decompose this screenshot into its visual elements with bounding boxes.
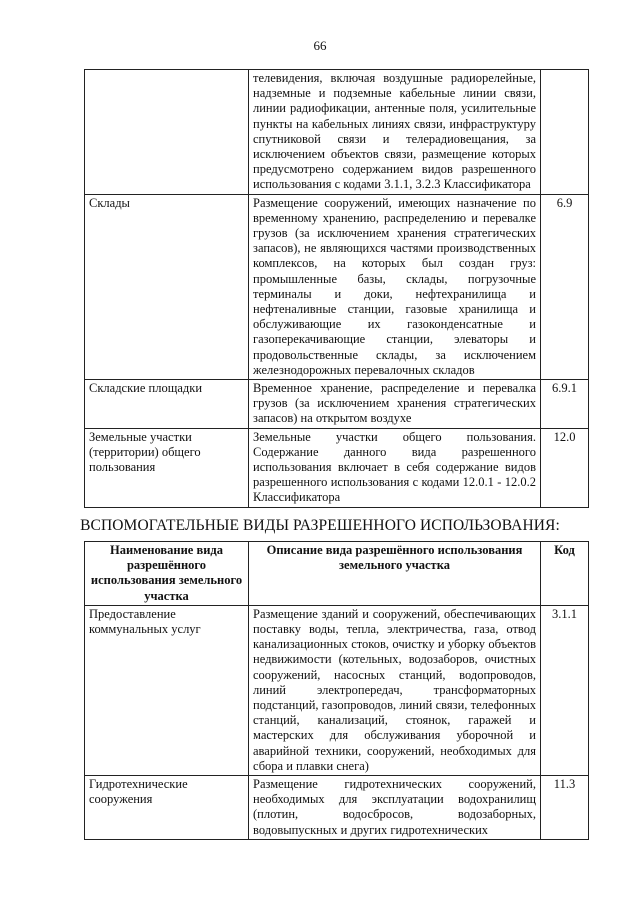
use-code-cell: 3.1.1 (541, 605, 589, 775)
use-name-cell (85, 70, 249, 195)
header-code: Код (541, 542, 589, 606)
use-description-cell: телевидения, включая воздушные радиорелейные, надземные и подземные кабельные линии связи, линии радиофикации, антенные поля, усилительные пункты на кабельных линиях связи, инфраструктуру спутниковой связи и телерадиовещания, за исключением объектов связи, размещение которых предусмотрено содержанием видов разрешенного использования с кодами 3.1.1, 3.2.3 Классификатора (249, 70, 541, 195)
use-name-cell: Предоставление коммунальных услуг (85, 605, 249, 775)
use-name-cell: Складские площадки (85, 380, 249, 429)
land-use-table-continued (84, 69, 589, 508)
use-description-cell: Размещение гидротехнических сооружений, необходимых для эксплуатации водохранилищ (плотин, водосбросов, водозаборных, водовыпускных и других гидротехнических (249, 776, 541, 840)
use-code-cell: 6.9.1 (541, 380, 589, 429)
header-description: Описание вида разрешённого использования земельного участка (249, 542, 541, 606)
page-number: 66 (313, 38, 327, 53)
table-row (85, 380, 589, 429)
use-code-cell (541, 70, 589, 195)
auxiliary-land-use-table (84, 541, 589, 840)
table-row (85, 605, 589, 775)
use-code-cell: 11.3 (541, 776, 589, 840)
use-code-cell: 12.0 (541, 428, 589, 507)
section-heading: ВСПОМОГАТЕЛЬНЫЕ ВИДЫ РАЗРЕШЕННОГО ИСПОЛЬЗОВАНИЯ: (80, 517, 560, 534)
use-name-cell: Гидротехнические сооружения (85, 776, 249, 840)
use-code-cell: 6.9 (541, 194, 589, 379)
use-description-cell: Размещение сооружений, имеющих назначение по временному хранению, распределению и перевалке грузов (за исключением хранения стратегических запасов), не являющихся частями производственных комплексов, на которых был создан груз: промышленные базы, склады, погрузочные терминалы и доки, нефтехранилища и нефтеналивные станции, газовые хранилища и обслуживающие их газоконденсатные и газоперекачивающие станции, элеваторы и продовольственные склады, за исключением железнодорожных перевалочных складов (249, 194, 541, 379)
table-row (85, 70, 589, 195)
table-row (85, 428, 589, 507)
use-name-cell: Склады (85, 194, 249, 379)
table-row (85, 194, 589, 379)
use-description-cell: Временное хранение, распределение и перевалка грузов (за исключением хранения стратегических запасов) на открытом воздухе (249, 380, 541, 429)
table-row (85, 776, 589, 840)
header-name: Наименование вида разрешённого использования земельного участка (85, 542, 249, 606)
use-name-cell: Земельные участки (территории) общего пользования (85, 428, 249, 507)
use-description-cell: Размещение зданий и сооружений, обеспечивающих поставку воды, тепла, электричества, газа, отвод канализационных стоков, очистку и уборку объектов недвижимости (котельных, водозаборов, очистных сооружений, насосных станций, водопроводов, линий электропередач, трансформаторных подстанций, газопроводов, линий связи, телефонных станций, канализаций, стоянок, гаражей и мастерских для обслуживания уборочной и аварийной техники, сооружений, необходимых для сбора и плавки снега) (249, 605, 541, 775)
table-header-row (85, 542, 589, 606)
use-description-cell: Земельные участки общего пользования. Содержание данного вида разрешенного использования включает в себя содержание видов разрешенного использования с кодами 12.0.1 - 12.0.2 Классификатора (249, 428, 541, 507)
